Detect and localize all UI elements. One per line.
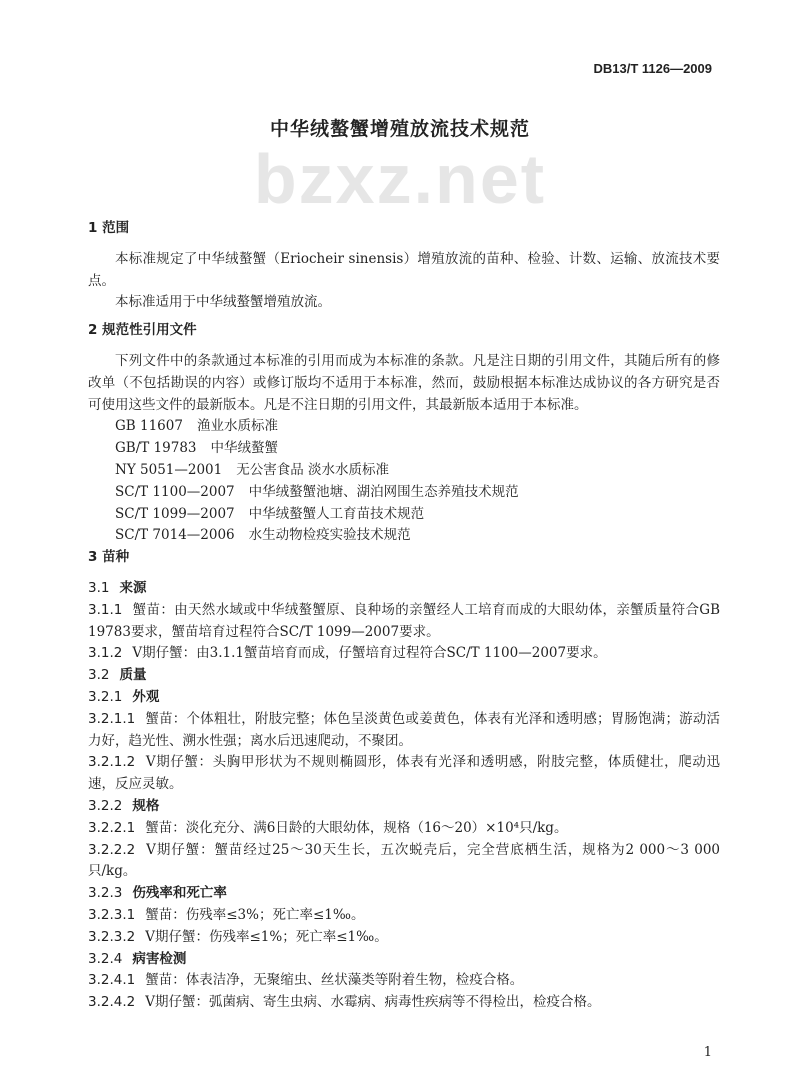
section-heading-seedlings: 3 苗种 bbox=[88, 549, 130, 566]
document-title: 中华绒螯蟹增殖放流技术规范 bbox=[269, 118, 530, 140]
clause-text: 规格 bbox=[132, 797, 160, 814]
clause bbox=[88, 796, 720, 818]
paragraph: 下列文件中的条款通过本标准的引用而成为本标准的条款。凡是注日期的引用文件，其随后所有的修改单（不包括勘误的内容）或修订版均不适用于本标准，然而，鼓励根据本标准达成协议的各方研究是否可使用这些文件的最新版本。凡是不注日期的引用文件，其最新版本适用于本标准。 bbox=[88, 352, 720, 413]
clause bbox=[88, 927, 720, 949]
reference-item bbox=[88, 525, 720, 547]
clause-text: 蟹苗：淡化充分、满6日龄的大眼幼体，规格（16～20）×10⁴只/kg。 bbox=[145, 819, 568, 836]
clause bbox=[88, 949, 720, 971]
clause-text: 蟹苗：伤残率≤3%；死亡率≤1‰。 bbox=[145, 906, 365, 923]
clause bbox=[88, 600, 720, 644]
watermark: bzxz.net bbox=[253, 140, 547, 218]
clause bbox=[88, 818, 720, 840]
clause-text: Ⅴ期仔蟹：由3.1.1蟹苗培育而成，仔蟹培育过程符合SC/T 1100—2007要求。 bbox=[132, 645, 607, 662]
clause bbox=[88, 840, 720, 884]
clause-text: Ⅴ期仔蟹：弧菌病、寄生虫病、水霉病、病毒性疾病等不得检出，检疫合格。 bbox=[145, 994, 601, 1011]
reference-code: GB/T 19783 bbox=[115, 440, 197, 457]
reference-name: 中华绒螯蟹人工育苗技术规范 bbox=[248, 505, 425, 522]
clause bbox=[88, 992, 720, 1014]
clause-text: Ⅴ期仔蟹：伤残率≤1%；死亡率≤1‰。 bbox=[145, 928, 388, 945]
clause-number: 3.2.4 bbox=[88, 950, 123, 967]
reference-name: 中华绒螯蟹 bbox=[210, 440, 278, 457]
reference-code: SC/T 1100—2007 bbox=[115, 483, 235, 500]
clause-text: 质量 bbox=[119, 667, 147, 684]
clause-number: 3.2.2.1 bbox=[88, 819, 136, 836]
clause-number: 3.1.2 bbox=[88, 645, 123, 662]
clause-text: 蟹苗：体表洁净，无聚缩虫、丝状藻类等附着生物，检疫合格。 bbox=[145, 972, 524, 989]
paragraph: 本标准适用于中华绒螯蟹增殖放流。 bbox=[115, 294, 331, 311]
reference-name: 渔业水质标准 bbox=[196, 418, 278, 435]
clause-text: 外观 bbox=[132, 688, 160, 705]
reference-code: SC/T 7014—2006 bbox=[115, 527, 235, 544]
clause bbox=[88, 905, 720, 927]
clause-number: 3.2.2 bbox=[88, 797, 123, 814]
reference-name: 水生动物检疫实验技术规范 bbox=[248, 527, 411, 544]
clause-text: 来源 bbox=[119, 579, 147, 596]
clause-text: Ⅴ期仔蟹：蟹苗经过25～30天生长，五次蜕壳后，完全营底栖生活，规格为2 000～3 000只/kg。 bbox=[88, 841, 720, 880]
reference-item bbox=[88, 460, 720, 482]
clause bbox=[88, 883, 720, 905]
reference-item bbox=[88, 438, 720, 460]
page-number: 1 bbox=[703, 1045, 712, 1060]
clause-number: 3.2.3.1 bbox=[88, 906, 136, 923]
section-heading-references: 2 规范性引用文件 bbox=[88, 322, 197, 339]
clause bbox=[88, 665, 720, 687]
reference-item bbox=[88, 482, 720, 504]
clause-number: 3.1.1 bbox=[88, 601, 123, 618]
clause bbox=[88, 578, 720, 600]
reference-item bbox=[88, 416, 720, 438]
section-heading-scope: 1 范围 bbox=[88, 220, 130, 236]
clause bbox=[88, 709, 720, 753]
reference-list bbox=[88, 416, 720, 547]
clause-number: 3.1 bbox=[88, 579, 110, 596]
clause bbox=[88, 687, 720, 709]
clause-number: 3.2.4.1 bbox=[88, 972, 136, 989]
clause-number: 3.2.1.2 bbox=[88, 754, 136, 771]
reference-code: GB 11607 bbox=[115, 418, 183, 435]
reference-name: 无公害食品 淡水水质标准 bbox=[236, 461, 390, 478]
standard-code-header: DB13/T 1126—2009 bbox=[593, 61, 712, 76]
reference-code: SC/T 1099—2007 bbox=[115, 505, 235, 522]
clause-number: 3.2.3 bbox=[88, 885, 123, 902]
clause-text: Ⅴ期仔蟹：头胸甲形状为不规则椭圆形，体表有光泽和透明感，附肢完整，体质健壮，爬动迅速，反应灵敏。 bbox=[88, 754, 720, 793]
clause-list bbox=[88, 578, 720, 1014]
clause bbox=[88, 752, 720, 796]
clause-text: 伤残率和死亡率 bbox=[132, 885, 227, 902]
reference-item bbox=[88, 504, 720, 526]
clause bbox=[88, 970, 720, 992]
clause bbox=[88, 643, 720, 665]
clause-number: 3.2.2.2 bbox=[88, 841, 136, 858]
clause-text: 蟹苗：个体粗壮，附肢完整；体色呈淡黄色或姜黄色，体表有光泽和透明感；胃肠饱满；游动活力好，趋光性、溯水性强；离水后迅速爬动，不聚团。 bbox=[88, 710, 720, 749]
reference-name: 中华绒螯蟹池塘、湖泊网围生态养殖技术规范 bbox=[248, 483, 519, 500]
clause-number: 3.2.3.2 bbox=[88, 928, 136, 945]
paragraph: 本标准规定了中华绒螯蟹（Eriocheir sinensis）增殖放流的苗种、检验、计数、运输、放流技术要点。 bbox=[88, 250, 720, 289]
reference-code: NY 5051—2001 bbox=[115, 461, 223, 478]
clause-text: 蟹苗：由天然水域或中华绒螯蟹原、良种场的亲蟹经人工培育而成的大眼幼体，亲蟹质量符合GB 19783要求，蟹苗培育过程符合SC/T 1099—2007要求。 bbox=[88, 601, 720, 640]
clause-number: 3.2.1 bbox=[88, 688, 123, 705]
clause-number: 3.2 bbox=[88, 667, 110, 684]
clause-number: 3.2.1.1 bbox=[88, 710, 136, 727]
document-body bbox=[88, 218, 720, 1014]
clause-number: 3.2.4.2 bbox=[88, 994, 136, 1011]
clause-text: 病害检测 bbox=[132, 950, 187, 967]
